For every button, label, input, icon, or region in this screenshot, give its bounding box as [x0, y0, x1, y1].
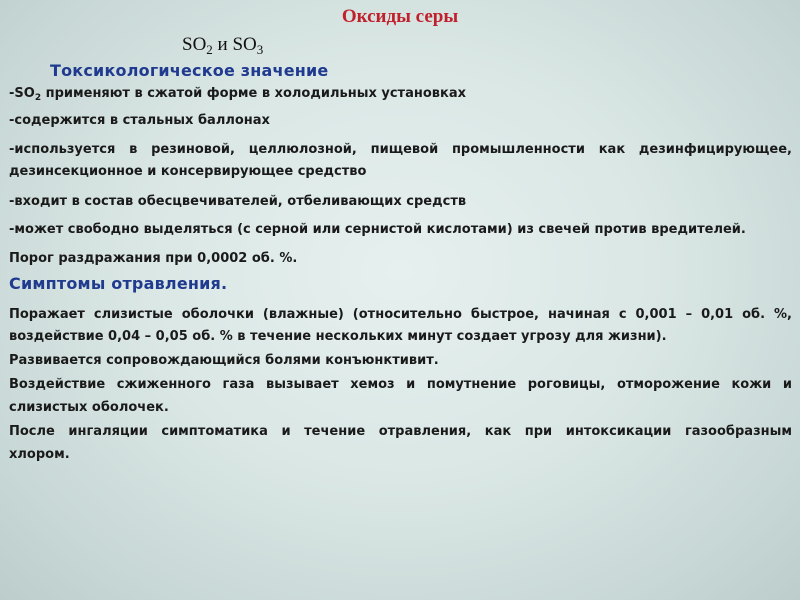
- tox-line-cylinders: -содержится в стальных баллонах: [9, 113, 270, 128]
- formula-so2: SO: [182, 34, 207, 55]
- formula-conjunction: и: [212, 34, 233, 55]
- tox-line-threshold: Порог раздражания при 0,0002 об. %.: [9, 251, 298, 266]
- tox-line-bleach: -входит в состав обесцвечивателей, отбеливающих средств: [9, 194, 467, 209]
- chemical-formula: [182, 34, 263, 58]
- formula-so3: SO: [232, 34, 257, 55]
- symp-line-chemosis: Воздействие сжиженного газа вызывает хемоз и помутнение роговицы, отморожение кожи и: [9, 377, 792, 392]
- symp-line-mucosa-cont: слизистых оболочек.: [9, 400, 169, 415]
- tox-line-disinsection: дезинсекционное и консервирующее средство: [9, 164, 367, 179]
- tox-line-so2-prefix: -SO: [9, 86, 35, 101]
- symp-line-chlorine: хлором.: [9, 447, 70, 462]
- formula-sub-3: 3: [256, 42, 264, 57]
- tox-line-industry: -используется в резиновой, целлюлозной, пищевой промышленности как дезинфицирующее,: [9, 142, 792, 157]
- toxicology-heading: Токсикологическое значение: [50, 61, 329, 80]
- symp-line-inhalation: После ингаляции симптоматика и течение отравления, как при интоксикации газообразным: [9, 424, 792, 439]
- tox-line-candles: -может свободно выделяться (с серной или сернистой кислотами) из свечей против вредителей.: [9, 222, 746, 237]
- formula-sub-2: 2: [206, 42, 213, 57]
- tox-line-so2-usage: [9, 85, 792, 107]
- symptoms-heading: Симптомы отравления.: [9, 274, 228, 293]
- symp-line-conjunctivitis: Развивается сопровождающийся болями конъюнктивит.: [9, 353, 439, 368]
- tox-line-so2-rest: применяют в сжатой форме в холодильных установках: [41, 86, 466, 101]
- tox-line-so2-sub: 2: [34, 93, 42, 103]
- slide-title: Оксиды серы: [341, 6, 459, 27]
- symp-line-mucosa: Поражает слизистые оболочки (влажные) (относительно быстрое, начиная с 0,001 – 0,01 об. %,: [9, 307, 792, 322]
- symp-line-threat: воздействие 0,04 – 0,05 об. % в течение нескольких минут создает угрозу для жизни).: [9, 329, 667, 344]
